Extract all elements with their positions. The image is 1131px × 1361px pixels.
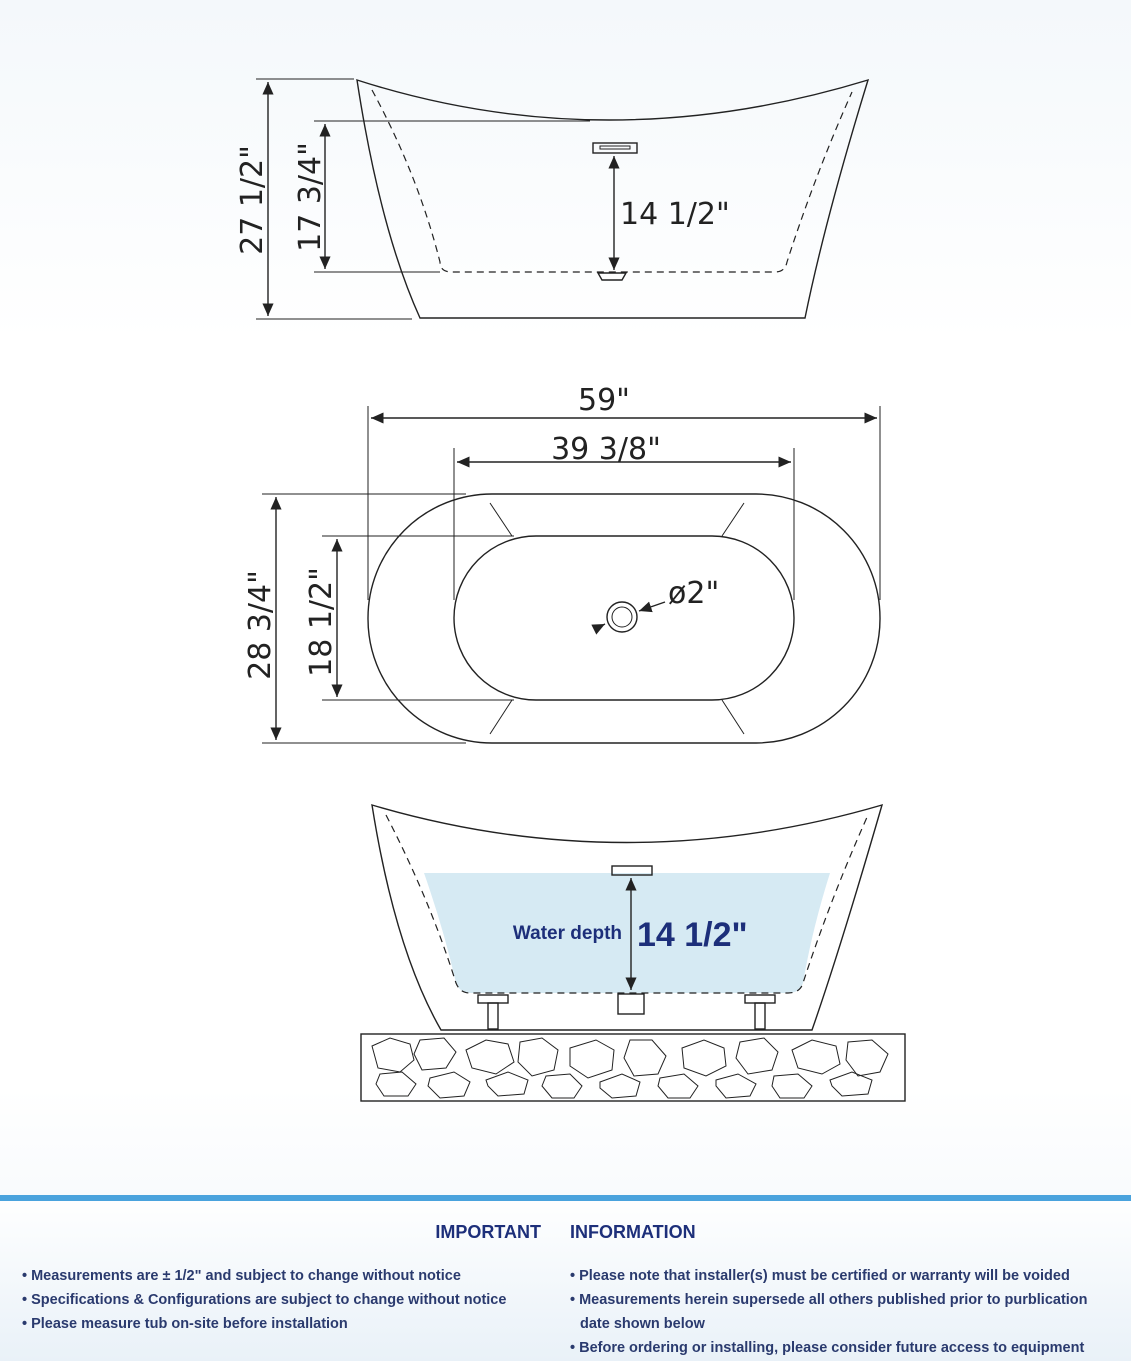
tub-top-outer bbox=[368, 494, 880, 743]
info-item: • Measurements herein supersede all others published prior to purblication bbox=[570, 1292, 1088, 1308]
important-information-panel bbox=[0, 1195, 1131, 1361]
info-left-column bbox=[22, 1264, 506, 1336]
dim-total-height: 27 1/2" bbox=[235, 145, 270, 255]
top-view bbox=[243, 383, 880, 743]
info-divider-bar bbox=[0, 1195, 1131, 1201]
water-fill bbox=[424, 873, 830, 993]
info-item: • Please measure tub on-site before installation bbox=[22, 1316, 348, 1332]
info-title-information: INFORMATION bbox=[570, 1222, 696, 1242]
info-item: • Specifications & Configurations are subject to change without notice bbox=[22, 1292, 507, 1308]
info-item: • Please note that installer(s) must be certified or warranty will be voided bbox=[570, 1268, 1070, 1284]
info-item: • Before ordering or installing, please consider future access to equipment bbox=[570, 1340, 1085, 1356]
info-title-important: IMPORTANT bbox=[435, 1222, 541, 1242]
tub-top-inner bbox=[454, 536, 794, 700]
info-title bbox=[0, 1222, 1131, 1243]
dim-drain-diameter: ø2" bbox=[668, 576, 720, 611]
dim-width: 28 3/4" bbox=[243, 570, 278, 680]
dim-interior-width: 18 1/2" bbox=[304, 567, 339, 677]
dim-length: 59" bbox=[578, 383, 630, 418]
info-item-continuation: date shown below bbox=[580, 1316, 705, 1332]
dim-interior-depth: 17 3/4" bbox=[293, 142, 328, 252]
info-right-column bbox=[570, 1264, 1088, 1360]
dim-interior-length: 39 3/8" bbox=[551, 432, 661, 467]
foot-left bbox=[478, 995, 508, 1003]
tub-side-inner-dashed bbox=[372, 90, 852, 272]
dim-overflow-height: 14 1/2" bbox=[620, 197, 730, 232]
water-view bbox=[361, 805, 905, 1101]
tub-side-outline bbox=[357, 80, 868, 318]
info-item: • Measurements are ± 1/2" and subject to change without notice bbox=[22, 1268, 461, 1284]
water-depth-value: 14 1/2" bbox=[637, 916, 748, 954]
side-view bbox=[235, 79, 868, 319]
drain-icon bbox=[598, 273, 626, 280]
drain-fitting bbox=[618, 994, 644, 1014]
stone-base bbox=[361, 1034, 905, 1101]
water-depth-label: Water depth bbox=[512, 923, 622, 944]
foot-right bbox=[745, 995, 775, 1003]
